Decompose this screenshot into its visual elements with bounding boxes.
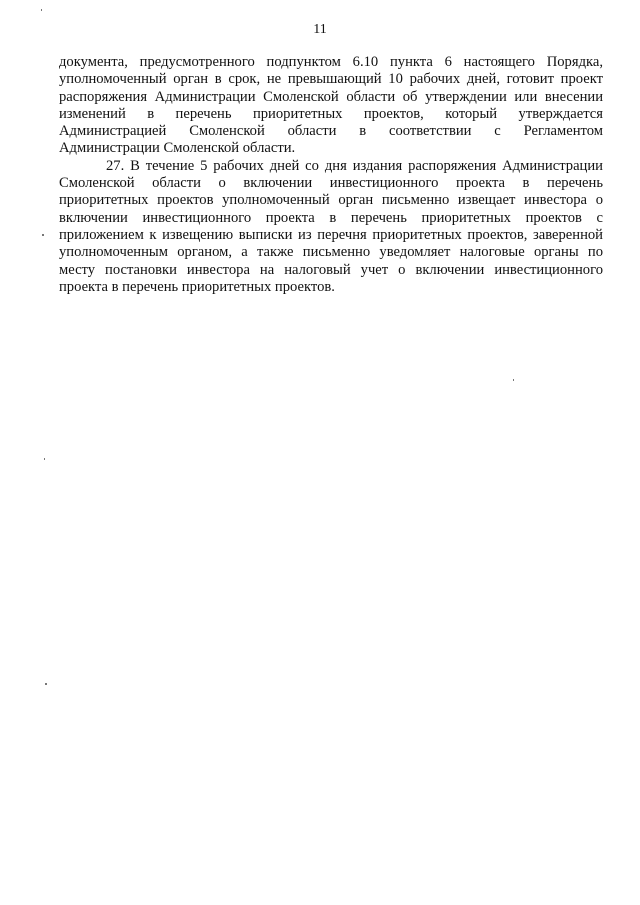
text-line: распоряжения Администрации Смоленской области об утверждении или внесении (59, 88, 603, 105)
text-line: проекта в перечень приоритетных проектов. (59, 278, 335, 295)
text-line: Администрации Смоленской области. (59, 140, 296, 157)
text-line: уполномоченный орган в срок, не превышающий 10 рабочих дней, готовит проект (59, 71, 603, 88)
text-line: Смоленской области о включении инвестиционного проекта в перечень (59, 175, 603, 192)
text-line: приоритетных проектов уполномоченный орган письменно извещает инвестора о (59, 192, 603, 209)
text-line: месту постановки инвестора на налоговый учет о включении инвестиционного (59, 261, 603, 278)
scan-speck (513, 379, 514, 381)
page-number: 11 (313, 22, 327, 37)
scan-speck (45, 683, 47, 685)
text-line: Администрацией Смоленской области в соответствии с Регламентом (59, 123, 603, 140)
scan-speck (42, 234, 44, 236)
text-line: 27. В течение 5 рабочих дней со дня издания распоряжения Администрации (106, 157, 603, 174)
paragraph-continuation (59, 54, 603, 158)
document-body (59, 54, 603, 296)
scan-speck (41, 9, 42, 11)
text-line: документа, предусмотренного подпунктом 6.10 пункта 6 настоящего Порядка, (59, 54, 603, 70)
scan-speck (44, 458, 45, 460)
text-line: изменений в перечень приоритетных проектов, который утверждается (59, 105, 603, 122)
text-line: приложением к извещению выписки из перечня приоритетных проектов, заверенной (59, 226, 603, 243)
paragraph-27 (59, 158, 603, 296)
text-line: включении инвестиционного проекта в перечень приоритетных проектов с (59, 209, 603, 226)
text-line: уполномоченным органом, а также письменно уведомляет налоговые органы по (59, 244, 603, 261)
